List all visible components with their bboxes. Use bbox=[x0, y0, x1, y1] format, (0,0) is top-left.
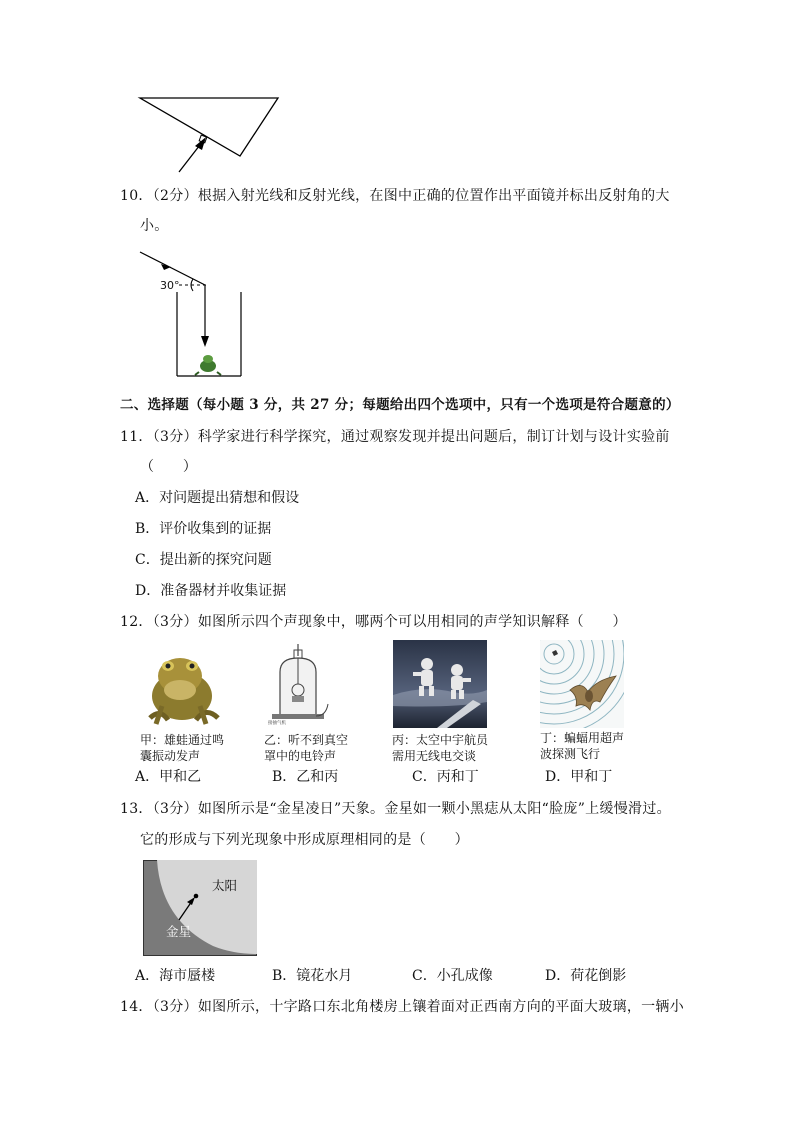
caption-jia-line2: 囊振动发声 bbox=[140, 749, 201, 763]
q12-text: 12．（3分）如图所示四个声现象中，哪两个可以用相同的声学知识解释（ ） bbox=[120, 614, 627, 630]
q11-text-line2: （ ） bbox=[140, 459, 198, 475]
q11-option-a[interactable]: A．对问题提出猜想和假设 bbox=[135, 490, 300, 506]
q13-sun-label: 太阳 bbox=[212, 878, 238, 893]
q14-text-line1: 14．（3分）如图所示，十字路口东北角楼房上镶着面对正西南方向的平面大玻璃，一辆小 bbox=[120, 999, 685, 1015]
q11-option-b[interactable]: B．评价收集到的证据 bbox=[135, 521, 272, 537]
q12-option-d[interactable]: D．甲和丁 bbox=[545, 769, 613, 785]
bat-image bbox=[540, 640, 624, 728]
caption-jia-line1: 甲：雄蛙通过鸣 bbox=[140, 733, 225, 747]
caption-bing-line1: 丙：太空中宇航员 bbox=[392, 733, 489, 747]
q13-text-line2: 它的形成与下列光现象中形成原理相同的是（ ） bbox=[140, 832, 469, 848]
section2-heading: 二、选择题（每小题 3 分，共 27 分；每题给出四个选项中，只有一个选项是符合题意的） bbox=[120, 397, 680, 413]
q10-text-line1: 10．（2分）根据入射光线和反射光线，在图中正确的位置作出平面镜并标出反射角的大 bbox=[120, 188, 670, 204]
caption-ding-line1: 丁：蝙蝠用超声 bbox=[540, 731, 625, 745]
q11-option-c[interactable]: C．提出新的探究问题 bbox=[135, 552, 272, 568]
q13-option-a[interactable]: A．海市蜃楼 bbox=[135, 968, 216, 984]
q10-angle-label: 30° bbox=[160, 279, 180, 292]
caption-bing-line2: 需用无线电交谈 bbox=[392, 749, 477, 763]
q13-option-b[interactable]: B．镜花水月 bbox=[272, 968, 353, 984]
q11-text-line1: 11．（3分）科学家进行科学探究，通过观察发现并提出问题后，制订计划与设计实验前 bbox=[120, 429, 670, 445]
frog-image bbox=[140, 646, 226, 728]
venus-transit-figure bbox=[143, 860, 257, 956]
astronaut-image bbox=[393, 640, 487, 728]
frog-icon bbox=[195, 355, 221, 375]
q11-option-d[interactable]: D．准备器材并收集证据 bbox=[135, 583, 287, 599]
q13-text-line1: 13．（3分）如图所示是“金星凌日”天象。金星如一颗小黑痣从太阳“脸庞”上缓慢滑过。 bbox=[120, 801, 671, 817]
q13-venus-label: 金星 bbox=[166, 924, 192, 939]
bell-jar-image bbox=[266, 642, 336, 728]
q12-option-c[interactable]: C．丙和丁 bbox=[412, 769, 479, 785]
triangle-figure bbox=[130, 90, 290, 180]
svg-text:接抽气机: 接抽气机 bbox=[268, 721, 286, 726]
q13-option-d[interactable]: D．荷花倒影 bbox=[545, 968, 627, 984]
q10-text-line2: 小。 bbox=[140, 218, 169, 234]
q12-option-a[interactable]: A．甲和乙 bbox=[135, 769, 202, 785]
q10-reflection-figure bbox=[135, 248, 255, 383]
q12-option-b[interactable]: B．乙和丙 bbox=[272, 769, 339, 785]
caption-yi-line1: 乙：听不到真空 bbox=[264, 733, 349, 747]
q13-option-c[interactable]: C．小孔成像 bbox=[412, 968, 493, 984]
caption-yi-line2: 罩中的电铃声 bbox=[264, 749, 337, 763]
caption-ding-line2: 波探测飞行 bbox=[540, 747, 601, 761]
